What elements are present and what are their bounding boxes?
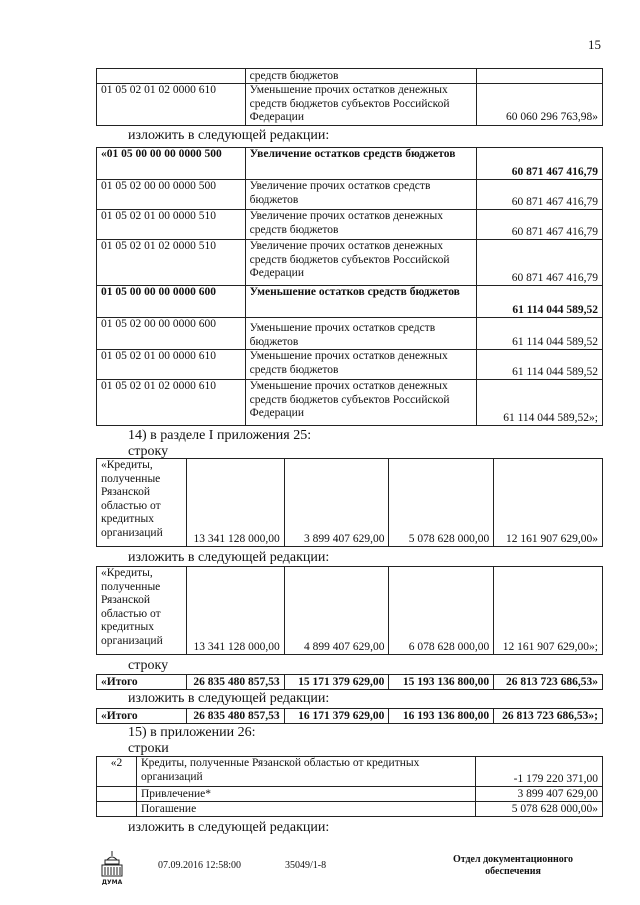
table-cell: 01 05 02 01 02 0000 610 xyxy=(97,380,246,426)
table-cell: «01 05 00 00 00 0000 500 xyxy=(97,148,246,180)
text-line: 15) в приложении 26: xyxy=(128,725,256,740)
footer-datetime: 07.09.2016 12:58:00 xyxy=(158,860,242,871)
table-row xyxy=(97,84,603,126)
table-cell: 01 05 02 01 00 0000 510 xyxy=(97,210,246,240)
table-cell: 5 078 628 000,00 xyxy=(389,459,494,547)
text-line: строки xyxy=(128,741,169,756)
table-cell: 13 341 128 000,00 xyxy=(186,567,284,655)
table-cell: Уменьшение остатков средств бюджетов xyxy=(245,286,477,318)
table-cell: Увеличение прочих остатков денежных средств бюджетов субъектов Российской Федерации xyxy=(245,240,477,286)
table-cell: 16 193 136 800,00 xyxy=(389,709,494,724)
table-row xyxy=(97,69,603,84)
table-cell: 12 161 907 629,00» xyxy=(494,459,603,547)
table-row xyxy=(97,180,603,210)
page-number: 15 xyxy=(588,37,601,52)
table-cell: Увеличение остатков средств бюджетов xyxy=(245,148,477,180)
table-row xyxy=(97,210,603,240)
table-cell xyxy=(97,802,137,817)
footer-department xyxy=(448,854,578,878)
table-cell: 60 871 467 416,79 xyxy=(477,148,603,180)
table-cell: 01 05 02 00 00 0000 600 xyxy=(97,318,246,350)
table-cell: 26 835 480 857,53 xyxy=(186,675,284,690)
table-cell: средств бюджетов xyxy=(245,69,477,84)
footer-doc-number: 35049/1-8 xyxy=(285,860,327,871)
table-cell: 60 871 467 416,79 xyxy=(477,240,603,286)
text-line: 14) в разделе I приложения 25: xyxy=(128,428,312,443)
sources-table-old xyxy=(96,68,603,126)
text-line: изложить в следующей редакции: xyxy=(128,550,330,565)
table-cell: «Кредиты, полученные Рязанской областью от кредитных организаций xyxy=(97,567,187,655)
table-cell xyxy=(97,787,137,802)
sources-table-new xyxy=(96,147,603,426)
table-cell: 01 05 02 01 00 0000 610 xyxy=(97,350,246,380)
table-cell: Погашение xyxy=(136,802,475,817)
table-cell: «Кредиты, полученные Рязанской областью от кредитных организаций xyxy=(97,459,187,547)
text-line: изложить в следующей редакции: xyxy=(128,691,330,706)
table-cell: Привлечение* xyxy=(136,787,475,802)
table-cell: Увеличение прочих остатков денежных средств бюджетов xyxy=(245,210,477,240)
table-cell: 61 114 044 589,52 xyxy=(477,286,603,318)
text-line: изложить в следующей редакции: xyxy=(128,128,330,143)
table-cell: Кредиты, полученные Рязанской областью от кредитных организаций xyxy=(136,757,475,787)
text-line: изложить в следующей редакции: xyxy=(128,820,330,835)
table-cell: 5 078 628 000,00» xyxy=(476,802,603,817)
table-cell: 61 114 044 589,52 xyxy=(477,318,603,350)
table-cell: 15 171 379 629,00 xyxy=(284,675,389,690)
table-row xyxy=(97,240,603,286)
table-cell: 26 813 723 686,53»; xyxy=(494,709,603,724)
table-cell: «Итого xyxy=(97,675,187,690)
table-cell: 60 871 467 416,79 xyxy=(477,180,603,210)
table-cell: 3 899 407 629,00 xyxy=(476,787,603,802)
footer-dept-line1: Отдел документационного xyxy=(452,854,574,865)
table-cell xyxy=(477,69,603,84)
table-cell: 12 161 907 629,00»; xyxy=(494,567,603,655)
table-cell: -1 179 220 371,00 xyxy=(476,757,603,787)
table-row xyxy=(97,709,603,724)
table-cell: 60 060 296 763,98» xyxy=(477,84,603,126)
svg-text:ДУМА: ДУМА xyxy=(101,879,123,886)
table-cell: 16 171 379 629,00 xyxy=(284,709,389,724)
table-cell: 4 899 407 629,00 xyxy=(284,567,389,655)
table-row xyxy=(97,318,603,350)
text-line: строку xyxy=(128,658,169,673)
table-row xyxy=(97,675,603,690)
table-cell: Уменьшение прочих остатков денежных средств бюджетов субъектов Российской Федерации xyxy=(245,380,477,426)
table-row xyxy=(97,802,603,817)
table-row xyxy=(97,148,603,180)
table-cell: 01 05 00 00 00 0000 600 xyxy=(97,286,246,318)
table-row xyxy=(97,459,603,547)
credits-table-old xyxy=(96,458,603,547)
table-cell: Уменьшение прочих остатков денежных средств бюджетов xyxy=(245,350,477,380)
table-cell: 26 813 723 686,53» xyxy=(494,675,603,690)
table-row xyxy=(97,286,603,318)
table-row xyxy=(97,567,603,655)
appendix26-table xyxy=(96,756,603,817)
table-row xyxy=(97,787,603,802)
footer-dept-line2: обеспечения xyxy=(485,866,541,877)
text-line: строку xyxy=(128,444,169,459)
total-table-old xyxy=(96,674,603,690)
table-cell: 13 341 128 000,00 xyxy=(186,459,284,547)
table-cell: «Итого xyxy=(97,709,187,724)
table-cell: 61 114 044 589,52»; xyxy=(477,380,603,426)
table-cell: 60 871 467 416,79 xyxy=(477,210,603,240)
table-cell: 01 05 02 01 02 0000 510 xyxy=(97,240,246,286)
table-cell: 26 835 480 857,53 xyxy=(186,709,284,724)
table-cell: Увеличение прочих остатков средств бюджетов xyxy=(245,180,477,210)
table-cell: Уменьшение прочих остатков средств бюджетов xyxy=(245,318,477,350)
table-cell: 3 899 407 629,00 xyxy=(284,459,389,547)
table-cell xyxy=(97,69,246,84)
table-cell: «2 xyxy=(97,757,137,787)
total-table-new xyxy=(96,708,603,724)
duma-logo xyxy=(98,848,126,888)
credits-table-new xyxy=(96,566,603,655)
table-cell: 15 193 136 800,00 xyxy=(389,675,494,690)
table-cell: 61 114 044 589,52 xyxy=(477,350,603,380)
table-row xyxy=(97,757,603,787)
table-cell: 01 05 02 00 00 0000 500 xyxy=(97,180,246,210)
table-row xyxy=(97,380,603,426)
table-row xyxy=(97,350,603,380)
table-cell: Уменьшение прочих остатков денежных средств бюджетов субъектов Российской Федерации xyxy=(245,84,477,126)
table-cell: 01 05 02 01 02 0000 610 xyxy=(97,84,246,126)
table-cell: 6 078 628 000,00 xyxy=(389,567,494,655)
